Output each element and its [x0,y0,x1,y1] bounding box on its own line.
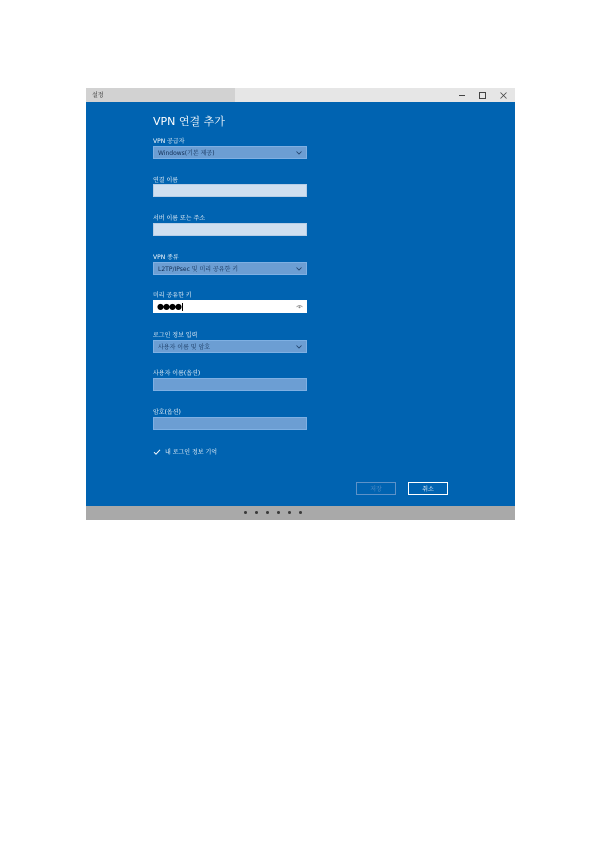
username-label: 사용자 이름(옵션) [153,370,201,377]
page-dot [244,511,247,514]
remember-signin-checkbox[interactable] [153,448,161,456]
background-strip [86,506,515,520]
title-bar[interactable] [86,88,515,102]
app-title: 설정 [92,92,104,99]
chevron-down-icon [292,267,306,271]
remember-signin-label: 내 로그인 정보 기억 [165,449,218,456]
provider-label: VPN 공급자 [153,138,185,145]
chevron-down-icon [292,345,306,349]
page-dot [266,511,269,514]
vpn-type-value: L2TP/IPsec 및 미리 공유한 키 [158,266,239,273]
close-icon [500,92,507,99]
page-dot [255,511,258,514]
connection-name-input[interactable] [153,184,307,197]
cancel-button[interactable]: 취소 [408,482,448,495]
preshared-key-label: 미리 공유한 키 [153,292,192,299]
minimize-icon [459,95,465,96]
vpn-type-select[interactable] [153,262,307,275]
chevron-down-icon [292,151,306,155]
title-bar-shade [86,88,235,102]
signin-type-label: 로그인 정보 입력 [153,332,198,339]
minimize-button[interactable] [452,88,472,102]
page-dot [277,511,280,514]
username-input[interactable] [153,378,307,391]
server-input[interactable] [153,223,307,236]
preshared-key-input[interactable] [153,300,307,313]
page-dot [299,511,302,514]
save-button[interactable]: 저장 [356,482,396,495]
signin-type-value: 사용자 이름 및 암호 [158,344,211,351]
close-button[interactable] [493,88,513,102]
page-dot [288,511,291,514]
maximize-icon [479,92,486,99]
password-input[interactable] [153,417,307,430]
password-label: 암호(옵션) [153,409,181,416]
provider-select[interactable] [153,146,307,159]
reveal-password-icon[interactable] [296,304,303,310]
settings-window [86,88,515,520]
maximize-button[interactable] [472,88,492,102]
signin-type-select[interactable] [153,340,307,353]
preshared-key-value: ●●●● [157,301,181,311]
server-label: 서버 이름 또는 주소 [153,215,206,222]
text-caret [182,303,183,311]
vpn-type-label: VPN 종류 [153,254,179,261]
page-indicator [244,511,302,514]
provider-value: Windows(기본 제공) [158,150,215,157]
remember-signin-row[interactable] [153,447,217,456]
connection-name-label: 연결 이름 [153,177,179,184]
checkmark-icon [153,448,161,456]
dialog-title: VPN 연결 추가 [153,115,225,128]
